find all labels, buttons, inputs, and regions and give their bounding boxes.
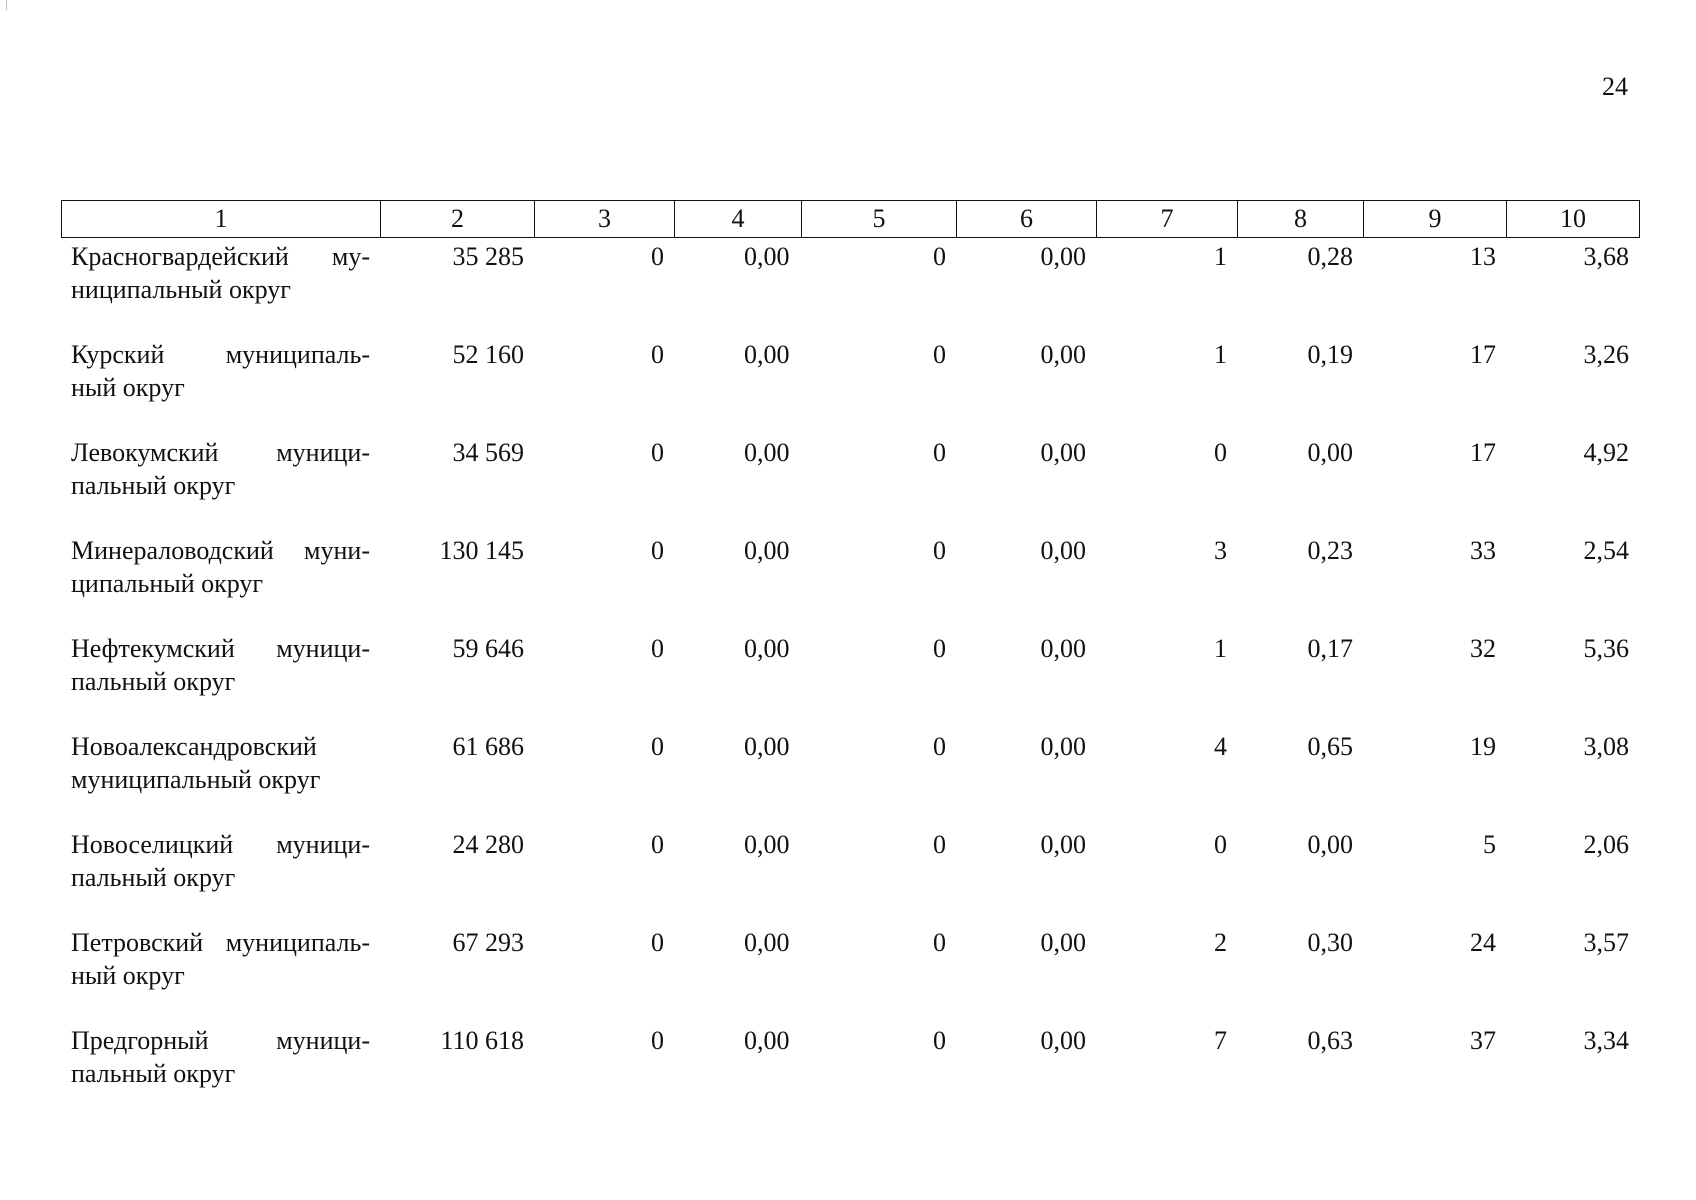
cell-col-3: 0 [651, 438, 664, 467]
district-name [61, 534, 380, 632]
district-name [61, 926, 380, 1024]
cell-col-5: 0 [933, 536, 946, 565]
cell-col-7: 1 [1214, 242, 1227, 271]
page-number: 24 [1602, 72, 1628, 101]
cell-col-10: 2,06 [1583, 830, 1629, 859]
cell-col-6: 0,00 [1040, 438, 1086, 467]
cell-col-7: 4 [1214, 732, 1227, 761]
table-row [61, 338, 1639, 436]
district-name-line-1: Новоселицкий муници- [71, 830, 370, 859]
cell-col-7: 1 [1214, 340, 1227, 369]
column-header-4: 4 [675, 201, 802, 238]
cell-col-6: 0,00 [1040, 928, 1086, 957]
district-name [61, 730, 380, 828]
district-name-line-2: пальный округ [71, 1059, 236, 1088]
cell-col-9: 17 [1470, 438, 1496, 467]
cell-col-8: 0,00 [1307, 830, 1353, 859]
cell-col-4: 0,00 [744, 536, 790, 565]
scan-margin-mark [6, 0, 7, 10]
column-header-8: 8 [1238, 201, 1364, 238]
district-name [61, 240, 380, 338]
column-header-6: 6 [957, 201, 1097, 238]
cell-col-8: 0,23 [1307, 536, 1353, 565]
district-name [61, 1024, 380, 1122]
district-name-line-1: Левокумский муници- [71, 438, 370, 467]
cell-col-3: 0 [651, 928, 664, 957]
district-name-line-1: Нефтекумский муници- [71, 634, 370, 663]
cell-col-9: 24 [1470, 928, 1496, 957]
cell-col-2: 59 646 [452, 634, 524, 663]
table-row [61, 534, 1639, 632]
district-name-line-2: пальный округ [71, 863, 236, 892]
district-name-line-2: ниципальный округ [71, 275, 291, 304]
cell-col-9: 33 [1470, 536, 1496, 565]
cell-col-10: 3,08 [1583, 732, 1629, 761]
table-row [61, 436, 1639, 534]
cell-col-5: 0 [933, 928, 946, 957]
column-header-1: 1 [62, 201, 381, 238]
cell-col-9: 17 [1470, 340, 1496, 369]
table-row [61, 828, 1639, 926]
cell-col-2: 61 686 [452, 732, 524, 761]
column-header-9: 9 [1364, 201, 1507, 238]
cell-col-8: 0,00 [1307, 438, 1353, 467]
cell-col-8: 0,28 [1307, 242, 1353, 271]
cell-col-3: 0 [651, 830, 664, 859]
cell-col-3: 0 [651, 536, 664, 565]
cell-col-2: 110 618 [440, 1026, 524, 1055]
cell-col-10: 3,34 [1583, 1026, 1629, 1055]
cell-col-5: 0 [933, 1026, 946, 1055]
district-name-line-2: ципальный округ [71, 569, 264, 598]
district-name [61, 436, 380, 534]
cell-col-8: 0,65 [1307, 732, 1353, 761]
district-name-line-1: Минераловодский муни- [71, 536, 370, 565]
column-header-7: 7 [1097, 201, 1238, 238]
header-row [62, 201, 1640, 238]
table-row [61, 632, 1639, 730]
cell-col-5: 0 [933, 340, 946, 369]
cell-col-9: 13 [1470, 242, 1496, 271]
cell-col-3: 0 [651, 732, 664, 761]
cell-col-7: 0 [1214, 830, 1227, 859]
cell-col-2: 67 293 [452, 928, 524, 957]
table-row [61, 240, 1639, 338]
cell-col-2: 35 285 [452, 242, 524, 271]
cell-col-4: 0,00 [744, 830, 790, 859]
cell-col-3: 0 [651, 1026, 664, 1055]
cell-col-3: 0 [651, 340, 664, 369]
district-name-line-1: Предгорный муници- [71, 1026, 370, 1055]
table-row [61, 730, 1639, 828]
cell-col-6: 0,00 [1040, 536, 1086, 565]
district-name-line-2: ный округ [71, 961, 185, 990]
district-name [61, 828, 380, 926]
cell-col-5: 0 [933, 438, 946, 467]
cell-col-8: 0,63 [1307, 1026, 1353, 1055]
cell-col-6: 0,00 [1040, 340, 1086, 369]
cell-col-9: 5 [1483, 830, 1496, 859]
cell-col-9: 19 [1470, 732, 1496, 761]
cell-col-3: 0 [651, 242, 664, 271]
cell-col-6: 0,00 [1040, 1026, 1086, 1055]
cell-col-5: 0 [933, 830, 946, 859]
district-name-line-1: Красногвардейский му- [71, 242, 370, 271]
district-name-line-2: муниципальный округ [71, 765, 321, 794]
cell-col-10: 3,26 [1583, 340, 1629, 369]
district-name-line-1: Курский муниципаль- [71, 340, 370, 369]
cell-col-6: 0,00 [1040, 634, 1086, 663]
cell-col-7: 7 [1214, 1026, 1227, 1055]
district-name [61, 632, 380, 730]
cell-col-8: 0,19 [1307, 340, 1353, 369]
cell-col-4: 0,00 [744, 242, 790, 271]
column-header-10: 10 [1507, 201, 1640, 238]
cell-col-4: 0,00 [744, 438, 790, 467]
table-row [61, 926, 1639, 1024]
cell-col-8: 0,30 [1307, 928, 1353, 957]
cell-col-9: 37 [1470, 1026, 1496, 1055]
cell-col-5: 0 [933, 242, 946, 271]
cell-col-4: 0,00 [744, 1026, 790, 1055]
cell-col-5: 0 [933, 732, 946, 761]
cell-col-10: 4,92 [1583, 438, 1629, 467]
cell-col-2: 34 569 [452, 438, 524, 467]
district-name-line-2: ный округ [71, 373, 185, 402]
cell-col-2: 130 145 [439, 536, 524, 565]
column-header-2: 2 [381, 201, 535, 238]
cell-col-10: 3,68 [1583, 242, 1629, 271]
table-row [61, 1024, 1639, 1122]
cell-col-7: 3 [1214, 536, 1227, 565]
cell-col-7: 1 [1214, 634, 1227, 663]
district-table [61, 240, 1639, 1122]
district-name-line-2: пальный округ [71, 471, 236, 500]
cell-col-9: 32 [1470, 634, 1496, 663]
cell-col-6: 0,00 [1040, 830, 1086, 859]
cell-col-7: 2 [1214, 928, 1227, 957]
cell-col-4: 0,00 [744, 634, 790, 663]
cell-col-10: 3,57 [1583, 928, 1629, 957]
cell-col-7: 0 [1214, 438, 1227, 467]
cell-col-10: 5,36 [1583, 634, 1629, 663]
cell-col-5: 0 [933, 634, 946, 663]
district-name-line-1: Новоалександровский [71, 732, 317, 761]
cell-col-6: 0,00 [1040, 732, 1086, 761]
district-name-line-2: пальный округ [71, 667, 236, 696]
column-header-5: 5 [802, 201, 957, 238]
column-header-3: 3 [535, 201, 675, 238]
district-name-line-1: Петровский муниципаль- [71, 928, 370, 957]
cell-col-2: 24 280 [452, 830, 524, 859]
cell-col-10: 2,54 [1583, 536, 1629, 565]
column-number-header [61, 200, 1640, 238]
cell-col-4: 0,00 [744, 340, 790, 369]
cell-col-6: 0,00 [1040, 242, 1086, 271]
cell-col-4: 0,00 [744, 732, 790, 761]
cell-col-2: 52 160 [452, 340, 524, 369]
district-name [61, 338, 380, 436]
cell-col-4: 0,00 [744, 928, 790, 957]
cell-col-3: 0 [651, 634, 664, 663]
cell-col-8: 0,17 [1307, 634, 1353, 663]
